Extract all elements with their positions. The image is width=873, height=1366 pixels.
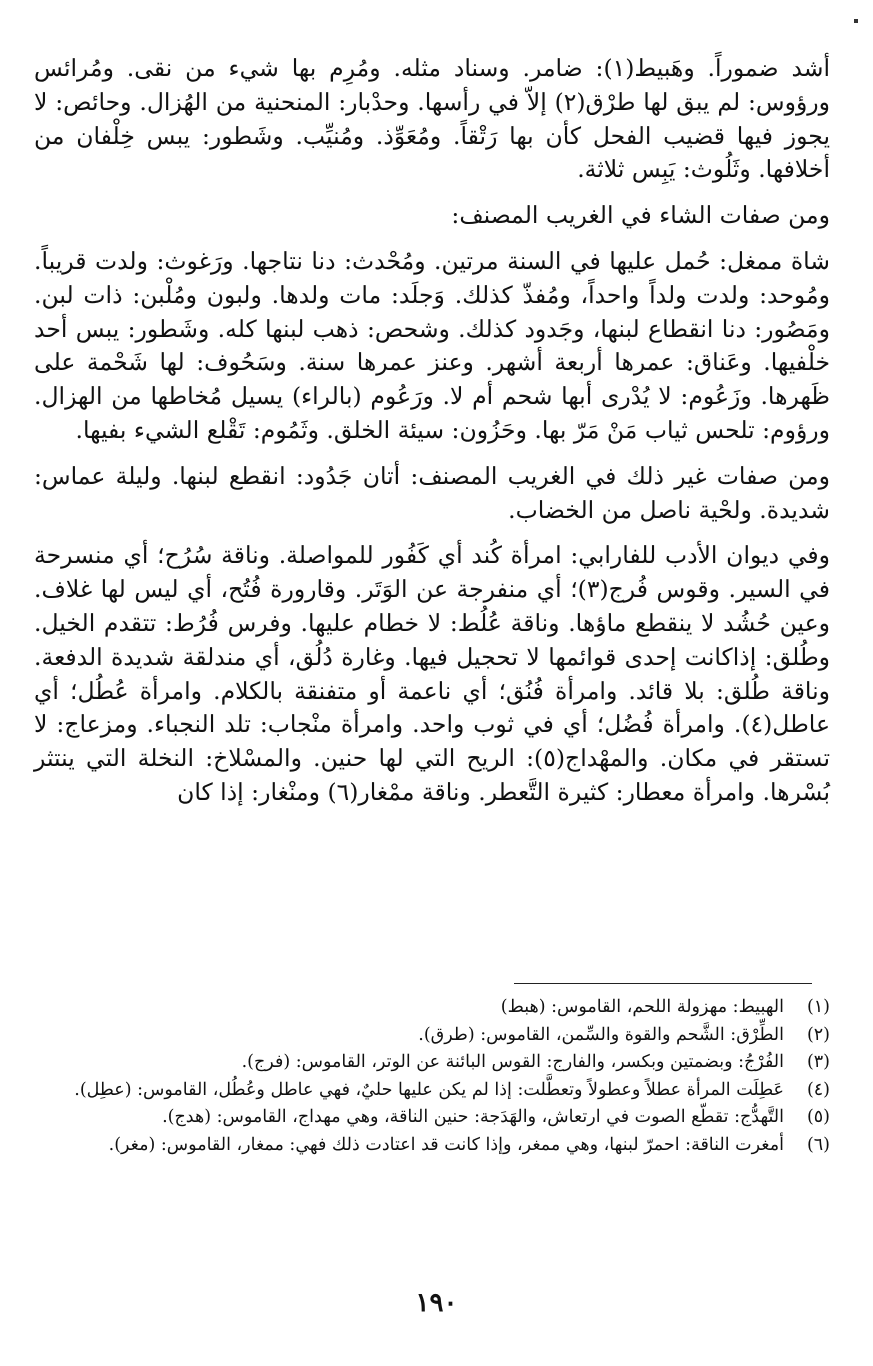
footnote-text: التَّهدُّج: تقطّع الصوت في ارتعاش، والهَدَجة: حنين الناقة، وهي مهداج، القاموس: (هدج).	[162, 1107, 784, 1127]
paragraph-4: ومن صفات غير ذلك في الغريب المصنف: أتان جَدُود: انقطع لبنها. وليلة عماس: شديدة. ولحْية ناصل من الخضاب.	[34, 461, 830, 524]
footnote-text: أمغرت الناقة: احمرّ لبنها، وهي ممغر، وإذا كانت قد اعتادت ذلك فهي: ممغار، القاموس: (مغر).	[108, 1134, 784, 1155]
footnote-separator	[514, 983, 812, 984]
footnote-number: (٣)	[806, 1052, 830, 1072]
footnote-text: الطِّرْق: الشَّحم والقوة والسِّمن، القاموس: (طرق).	[418, 1024, 784, 1045]
footnote-text: الفُرْجُ: وبضمتين وبكسر، والفارج: القوس البائنة عن الوتر، القاموس: (فرج).	[241, 1052, 784, 1072]
footnote-3	[34, 1049, 830, 1077]
paragraph-3: شاة ممغل: حُمل عليها في السنة مرتين. ومُحْدث: دنا نتاجها. ورَغوث: ولدت قريباً. ومُوحد: ولدت ولداً واحداً، ومُفذّ كذلك. وَجلَد: مات ولدها. ولبون ومُلْبن: ذات لبن. ومَصُور: دنا انقطاع لبنها، وجَدود كذلك. وشحص: ذهب لبنها كله. وشَطور: يبس أحد خلْفيها. وعَناق: عمرها أربعة أشهر. وعنز عمرها سنة. وسَحُوف: لها شَحْمة على ظَهرها. وزَعُوم: لا يُدْرى أبها شحم أم لا. ورَعُوم (بالراء) يسيل مُخاطها من الهزال. ورؤوم: تلحس ثياب مَنْ مَرّ بها. وحَزُون: سيئة الخلق. وثَمُوم: تَقْلع الشيء بفيها.	[34, 246, 830, 444]
footnote-number: (٤)	[806, 1079, 830, 1100]
paragraph-2-heading: ومن صفات الشاء في الغريب المصنف:	[451, 201, 830, 230]
footnotes	[34, 994, 830, 1159]
footnote-number: (٥)	[806, 1107, 830, 1127]
footnote-2	[34, 1022, 830, 1050]
footnote-number: (٢)	[806, 1024, 830, 1045]
footnote-1	[34, 994, 830, 1022]
page-number: ١٩٠	[415, 1288, 458, 1318]
footnote-number: (١)	[806, 997, 830, 1017]
page-body	[34, 52, 830, 810]
footnote-4	[34, 1077, 830, 1105]
paragraph-1: أشد ضموراً. وهَبيط(١): ضامر. وسناد مثله. ومُرِم بها شيء من نقى. ومُرائس ورؤوس: لم يبق لها طرْق(٢) إلاّ في رأسها. وحدْبار: المنحنية من الهُزال. وحائص: لا يجوز فيها قضيب الفحل كأن بها رَتْقاً. ومُعَوِّذ. ومُنيِّب. وشَطور: يبس خِلْفان من أخلافها. وثَلُوث: يَبِس ثلاثة.	[34, 54, 831, 184]
footnote-5	[34, 1104, 830, 1132]
footnote-number: (٦)	[806, 1134, 830, 1155]
page-corner-mark	[854, 19, 858, 23]
footnote-text: الهبيط: مهزولة اللحم، القاموس: (هبط)	[500, 997, 784, 1017]
footnote-text: عَطِلَت المرأة عطلاً وعطولاً وتعطَّلت: إذا لم يكن عليها حليٌ، فهي عاطل وعُطُل، القاموس: (عطِل).	[74, 1079, 784, 1100]
paragraph-5: وفي ديوان الأدب للفارابي: امرأة كُند أي كَفُور للمواصلة. وناقة سُرُح؛ أي منسرحة في السير. وقوس فُرج(٣)؛ أي منفرجة عن الوَتَر. وقارورة فُتُح، أي ليس لها غلاف. وعين حُشُد لا ينقطع ماؤها. وناقة عُلُط: لا خطام عليها. وفرس فُرُط: تتقدم الخيل. وطُلق: إذاكانت إحدى قوائمها لا تحجيل فيها. وغارة دُلُق، أي مندلقة شديدة الدفعة. وناقة طُلق: بلا قائد. وامرأة فُنُق؛ أي ناعمة أو متفنقة بالكلام. وامرأة عُطُل؛ أي عاطل(٤). وامرأة فُضُل؛ أي في ثوب واحد. وامرأة منْجاب: تلد النجباء. ومزعاج: لا تستقر في مكان. والمهْداج(٥): الريح التي لها حنين. والمسْلاخ: النخلة التي ينتثر بُسْرها. وامرأة معطار: كثيرة التَّعطر. وناقة ممْغار(٦) ومنْغار: إذا كان	[34, 541, 831, 806]
footnote-6	[34, 1132, 830, 1160]
